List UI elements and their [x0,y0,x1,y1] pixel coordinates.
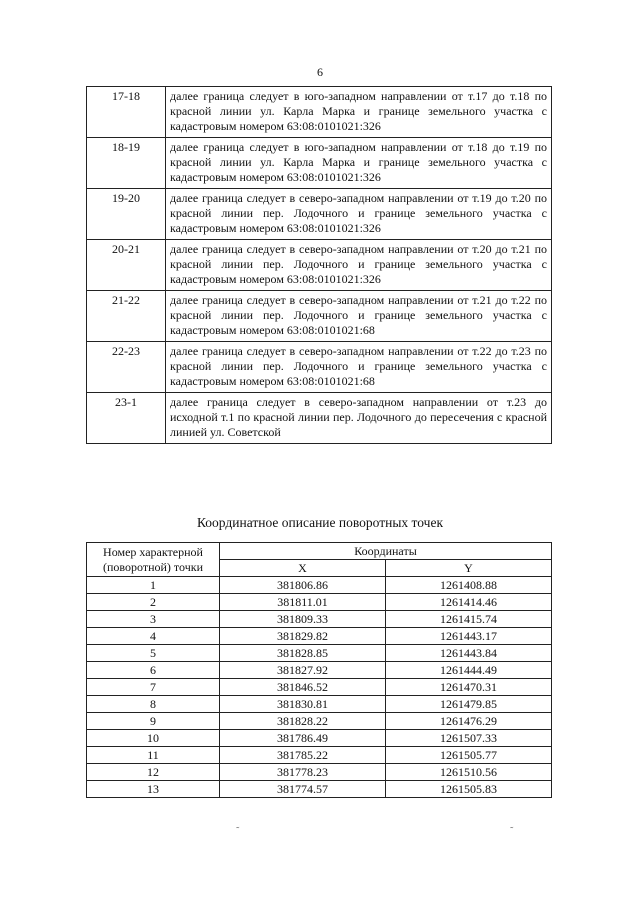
segment-row [87,87,552,138]
coord-y: 1261443.84 [386,645,552,662]
segment-description: далее граница следует в северо-западном направлении от т.20 до т.21 по красной линии пер. Лодочного и границе земельного участка с кадастровым номером 63:08:0101021:326 [166,240,552,291]
point-number: 8 [87,696,220,713]
coords-row [87,577,552,594]
segment-row [87,240,552,291]
coord-y: 1261476.29 [386,713,552,730]
point-number: 5 [87,645,220,662]
segment-description: далее граница следует в северо-западном направлении от т.21 до т.22 по красной линии пер. Лодочного и границе земельного участка с кадастровым номером 63:08:0101021:68 [166,291,552,342]
segment-description: далее граница следует в северо-западном направлении от т.22 до т.23 по красной линии пер. Лодочного и границе земельного участка с кадастровым номером 63:08:0101021:68 [166,342,552,393]
segment-row [87,342,552,393]
coord-y: 1261470.31 [386,679,552,696]
coords-row [87,696,552,713]
coord-y: 1261408.88 [386,577,552,594]
coord-y: 1261444.49 [386,662,552,679]
coord-y: 1261510.56 [386,764,552,781]
segment-id: 23-1 [87,393,166,444]
coord-y: 1261414.46 [386,594,552,611]
segment-description: далее граница следует в северо-западном направлении от т.23 до исходной т.1 по красной линии пер. Лодочного до пересечения с красной линией ул. Советской [166,393,552,444]
coords-row [87,594,552,611]
segment-id: 21-22 [87,291,166,342]
coord-y: 1261507.33 [386,730,552,747]
point-number: 7 [87,679,220,696]
coord-x: 381827.92 [220,662,386,679]
coord-x: 381809.33 [220,611,386,628]
coords-row [87,747,552,764]
coord-x: 381811.01 [220,594,386,611]
coord-y: 1261479.85 [386,696,552,713]
coords-row [87,611,552,628]
point-number: 11 [87,747,220,764]
coord-x: 381774.57 [220,781,386,798]
coordinates-table [86,542,552,798]
segment-id: 17-18 [87,87,166,138]
coord-x: 381846.52 [220,679,386,696]
header-coordinates: Координаты [220,543,552,560]
coords-header-row [87,543,552,560]
segment-row [87,291,552,342]
coords-row [87,781,552,798]
segment-row [87,189,552,240]
coords-row [87,645,552,662]
scan-mark-right: ˜ [510,826,514,837]
segment-description: далее граница следует в юго-западном направлении от т.17 до т.18 по красной линии ул. Карла Марка и границе земельного участка с кадастровым номером 63:08:0101021:326 [166,87,552,138]
coord-x: 381786.49 [220,730,386,747]
header-y: Y [386,560,552,577]
coords-row [87,628,552,645]
coord-y: 1261443.17 [386,628,552,645]
segment-id: 22-23 [87,342,166,393]
point-number: 1 [87,577,220,594]
point-number: 4 [87,628,220,645]
segment-row [87,393,552,444]
coords-row [87,679,552,696]
coords-row [87,713,552,730]
point-number: 9 [87,713,220,730]
coord-x: 381830.81 [220,696,386,713]
scan-mark-left: ˜ [236,826,240,837]
segment-id: 20-21 [87,240,166,291]
segment-id: 18-19 [87,138,166,189]
coord-x: 381778.23 [220,764,386,781]
coord-y: 1261415.74 [386,611,552,628]
point-number: 3 [87,611,220,628]
coords-row [87,764,552,781]
point-number: 12 [87,764,220,781]
segment-description: далее граница следует в северо-западном направлении от т.19 до т.20 по красной линии пер. Лодочного и границе земельного участка с кадастровым номером 63:08:0101021:326 [166,189,552,240]
coord-x: 381806.86 [220,577,386,594]
segment-description: далее граница следует в юго-западном направлении от т.18 до т.19 по красной линии ул. Карла Марка и границе земельного участка с кадастровым номером 63:08:0101021:326 [166,138,552,189]
header-x: X [220,560,386,577]
segment-row [87,138,552,189]
coords-caption: Координатное описание поворотных точек [196,515,444,530]
point-number: 10 [87,730,220,747]
coords-row [87,662,552,679]
coords-row [87,730,552,747]
coord-x: 381828.85 [220,645,386,662]
page-number: 6 [317,65,323,79]
coord-y: 1261505.83 [386,781,552,798]
header-point-number: Номер характерной (поворотной) точки [87,543,220,577]
coord-x: 381829.82 [220,628,386,645]
point-number: 6 [87,662,220,679]
point-number: 13 [87,781,220,798]
point-number: 2 [87,594,220,611]
coord-x: 381828.22 [220,713,386,730]
boundary-description-table [86,86,552,444]
coord-y: 1261505.77 [386,747,552,764]
coord-x: 381785.22 [220,747,386,764]
segment-id: 19-20 [87,189,166,240]
